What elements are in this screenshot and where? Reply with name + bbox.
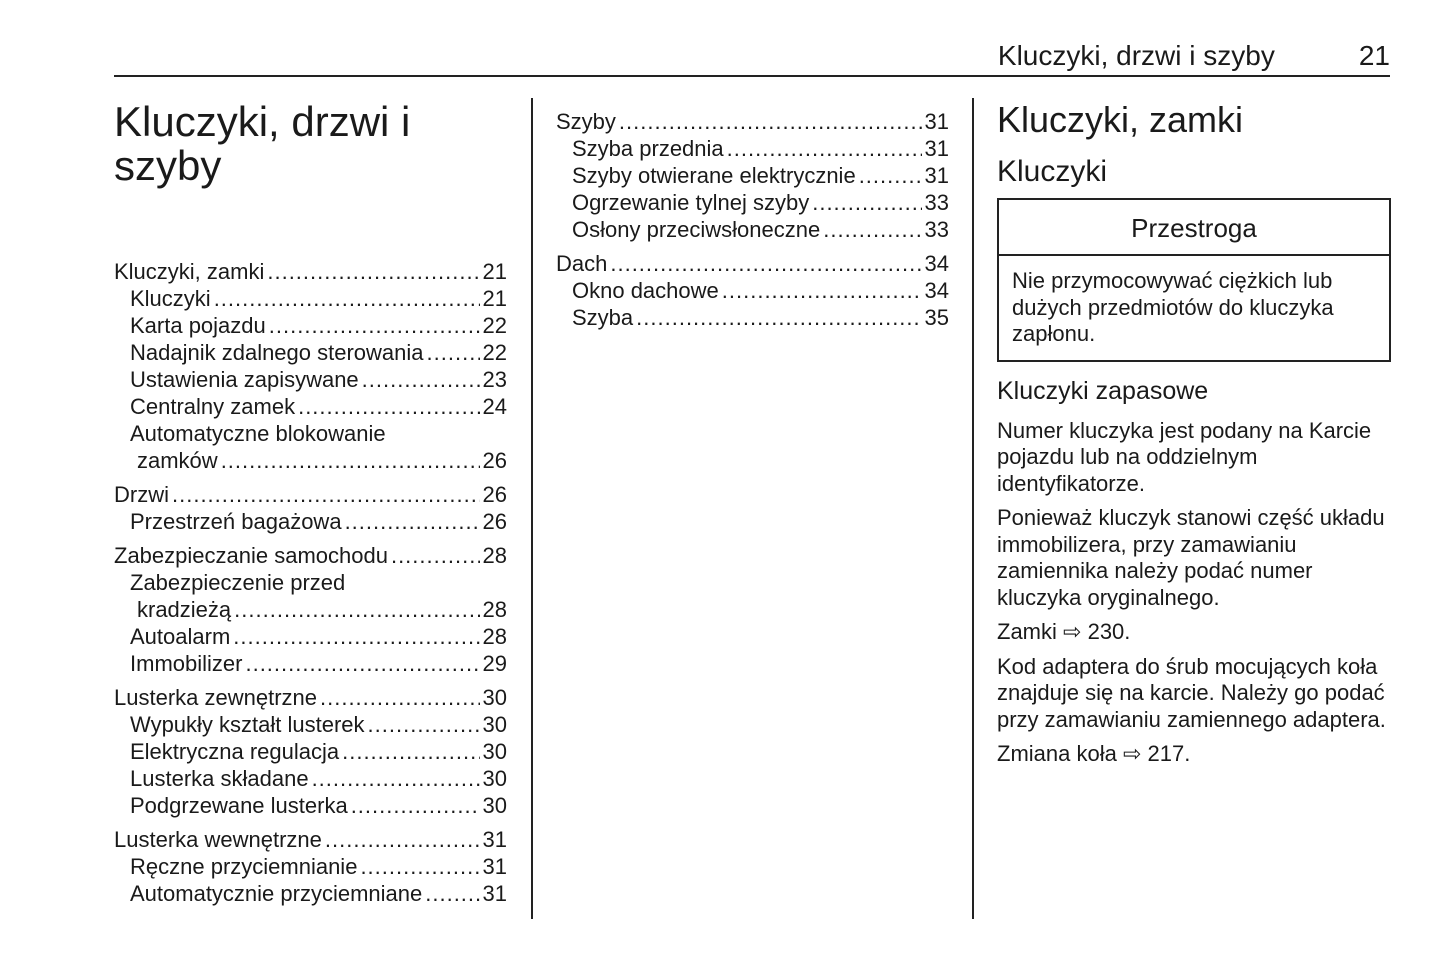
toc-entry-label: Autoalarm bbox=[130, 624, 231, 649]
toc-entry[interactable] bbox=[556, 162, 949, 189]
toc-entry-label: Szyba przednia bbox=[572, 136, 724, 161]
dot-leader bbox=[342, 738, 479, 765]
dot-leader bbox=[360, 853, 479, 880]
paragraph: Kod adaptera do śrub mocujących koła znajduje się na karcie. Należy go podać przy zamawianiu zamiennego adaptera. bbox=[997, 653, 1386, 732]
toc-entry-page: 28 bbox=[482, 597, 507, 622]
dot-leader bbox=[351, 792, 480, 819]
toc-entry-page: 30 bbox=[482, 793, 507, 818]
toc-entry-page: 21 bbox=[482, 259, 507, 284]
dot-leader bbox=[245, 650, 479, 677]
toc-entry-page: 31 bbox=[924, 163, 949, 188]
toc-entry[interactable] bbox=[114, 765, 507, 792]
toc-entry[interactable] bbox=[114, 393, 507, 420]
toc-entry-label: Zabezpieczanie samochodu bbox=[114, 543, 388, 568]
toc-entry-label: Okno dachowe bbox=[572, 278, 719, 303]
toc-entry-page: 26 bbox=[482, 448, 507, 473]
toc-entry-page: 23 bbox=[482, 367, 507, 392]
dot-leader bbox=[221, 447, 480, 474]
toc-entry-label: Kluczyki, zamki bbox=[114, 259, 265, 284]
toc-entry-label: Zabezpieczenie przed bbox=[130, 570, 346, 595]
dot-leader bbox=[325, 826, 480, 853]
toc-entry[interactable] bbox=[556, 216, 949, 243]
toc-entry-label: Lusterka składane bbox=[130, 766, 309, 791]
dot-leader bbox=[610, 250, 921, 277]
toc-entry-label: Wypukły kształt lusterek bbox=[130, 712, 365, 737]
toc-entry-page: 30 bbox=[482, 685, 507, 710]
toc-entry-label: Osłony przeciwsłoneczne bbox=[572, 217, 821, 242]
content-column bbox=[997, 98, 1391, 776]
toc-entry-label: Centralny zamek bbox=[130, 394, 296, 419]
warning-title: Przestroga bbox=[999, 200, 1389, 256]
dot-leader bbox=[727, 135, 922, 162]
toc-entry[interactable] bbox=[114, 447, 507, 474]
column-divider bbox=[531, 98, 533, 919]
dot-leader bbox=[619, 108, 922, 135]
dot-leader bbox=[214, 285, 480, 312]
toc-entry-page: 28 bbox=[482, 624, 507, 649]
header-rule bbox=[114, 75, 1390, 77]
toc-entry-page: 26 bbox=[482, 509, 507, 534]
toc-entry-label: Ogrzewanie tylnej szyby bbox=[572, 190, 810, 215]
toc-entry[interactable] bbox=[114, 481, 507, 508]
toc-entry[interactable] bbox=[114, 880, 507, 907]
dot-leader bbox=[391, 542, 480, 569]
toc-entry-page: 24 bbox=[482, 394, 507, 419]
toc-entry[interactable] bbox=[114, 623, 507, 650]
toc-entry-label: Immobilizer bbox=[130, 651, 243, 676]
toc-entry-page: 30 bbox=[482, 766, 507, 791]
dot-leader bbox=[812, 189, 921, 216]
toc-entry[interactable] bbox=[114, 853, 507, 880]
dot-leader bbox=[172, 481, 480, 508]
toc-entry-label: Podgrzewane lusterka bbox=[130, 793, 348, 818]
toc-entry[interactable] bbox=[114, 258, 507, 285]
toc-entry-label: Lusterka zewnętrzne bbox=[114, 685, 317, 710]
dot-leader bbox=[823, 216, 921, 243]
toc-entry-label: Dach bbox=[556, 251, 608, 276]
toc-entry[interactable] bbox=[114, 738, 507, 765]
spare-keys-heading: Kluczyki zapasowe bbox=[997, 376, 1209, 405]
toc-entry-page: 29 bbox=[482, 651, 507, 676]
toc-entry[interactable] bbox=[556, 189, 949, 216]
toc-entry-label: Karta pojazdu bbox=[130, 313, 266, 338]
toc-entry[interactable] bbox=[114, 542, 507, 569]
toc-entry[interactable] bbox=[556, 250, 949, 277]
dot-leader bbox=[427, 339, 480, 366]
cross-reference-wheel-change[interactable] bbox=[997, 741, 1391, 768]
toc-entry-page: 33 bbox=[924, 217, 949, 242]
section-heading: Kluczyki, zamki bbox=[997, 99, 1244, 140]
toc-entry-label: Szyby bbox=[556, 109, 616, 134]
toc-entry-page: 30 bbox=[482, 739, 507, 764]
toc-entry-page: 28 bbox=[482, 543, 507, 568]
toc-entry-page: 30 bbox=[482, 712, 507, 737]
warning-body: Nie przymocowywać ciężkich lub dużych przedmiotów do kluczyka zapłonu. bbox=[1012, 268, 1334, 346]
dot-leader bbox=[298, 393, 479, 420]
toc-entry-label: Nadajnik zdalnego sterowania bbox=[130, 340, 424, 365]
toc-entry-label: Szyba bbox=[572, 305, 634, 330]
toc-entry-page: 31 bbox=[482, 827, 507, 852]
toc-entry-label: Lusterka wewnętrzne bbox=[114, 827, 322, 852]
reference-text: Zmiana koła bbox=[997, 741, 1117, 766]
toc-entry-page: 31 bbox=[482, 854, 507, 879]
reference-page[interactable]: 230. bbox=[1087, 619, 1131, 644]
paragraph: Numer kluczyka jest podany na Karcie pojazdu lub na oddzielnym identyfikatorze. bbox=[997, 417, 1372, 496]
toc-entry[interactable] bbox=[114, 285, 507, 312]
dot-leader bbox=[425, 880, 479, 907]
toc-entry[interactable] bbox=[114, 711, 507, 738]
running-header bbox=[998, 40, 1390, 72]
toc-entry-page: 35 bbox=[924, 305, 949, 330]
toc-entry[interactable] bbox=[114, 569, 507, 596]
header-page-number: 21 bbox=[1358, 40, 1390, 71]
dot-leader bbox=[362, 366, 480, 393]
toc-entry-label: Szyby otwierane elektrycznie bbox=[572, 163, 856, 188]
dot-leader bbox=[345, 508, 480, 535]
header-section-title: Kluczyki, drzwi i szyby bbox=[997, 40, 1275, 71]
toc-entry-label: Elektryczna regulacja bbox=[130, 739, 340, 764]
reference-page[interactable]: 217. bbox=[1147, 741, 1191, 766]
dot-leader bbox=[722, 277, 922, 304]
dot-leader bbox=[267, 258, 479, 285]
toc-entry[interactable] bbox=[114, 420, 507, 447]
toc-entry-label: Drzwi bbox=[114, 482, 169, 507]
cross-reference-locks[interactable] bbox=[997, 619, 1391, 646]
subsection-heading: Kluczyki bbox=[997, 155, 1108, 188]
table-of-contents-middle bbox=[556, 108, 949, 331]
toc-entry-page: 22 bbox=[482, 313, 507, 338]
dot-leader bbox=[234, 596, 479, 623]
toc-entry[interactable] bbox=[114, 312, 507, 339]
toc-entry-page: 26 bbox=[482, 482, 507, 507]
toc-entry-label: Ustawienia zapisywane bbox=[130, 367, 359, 392]
toc-entry[interactable] bbox=[556, 277, 949, 304]
toc-entry-page: 22 bbox=[482, 340, 507, 365]
toc-entry[interactable] bbox=[114, 366, 507, 393]
toc-entry-label: Automatycznie przyciemniane bbox=[130, 881, 423, 906]
dot-leader bbox=[320, 684, 480, 711]
chapter-title: Kluczyki, drzwi i szyby bbox=[114, 98, 411, 189]
toc-entry-label: kradzieżą bbox=[137, 597, 232, 622]
toc-entry-page: 31 bbox=[924, 109, 949, 134]
toc-entry[interactable] bbox=[114, 508, 507, 535]
toc-entry-label: zamków bbox=[137, 448, 218, 473]
toc-entry[interactable] bbox=[114, 792, 507, 819]
toc-entry-label: Kluczyki bbox=[130, 286, 211, 311]
toc-entry[interactable] bbox=[114, 826, 507, 853]
dot-leader bbox=[859, 162, 922, 189]
dot-leader bbox=[368, 711, 480, 738]
table-of-contents-left bbox=[114, 258, 507, 907]
toc-entry[interactable] bbox=[114, 339, 507, 366]
toc-entry[interactable] bbox=[556, 108, 949, 135]
reference-text: Zamki bbox=[997, 619, 1057, 644]
toc-entry[interactable] bbox=[556, 135, 949, 162]
toc-entry[interactable] bbox=[556, 304, 949, 331]
toc-entry-page: 21 bbox=[482, 286, 507, 311]
warning-box bbox=[997, 198, 1391, 362]
toc-entry[interactable] bbox=[114, 596, 507, 623]
toc-entry-page: 31 bbox=[482, 881, 507, 906]
column-divider bbox=[972, 98, 974, 919]
toc-entry-page: 34 bbox=[924, 251, 949, 276]
toc-entry-label: Przestrzeń bagażowa bbox=[130, 509, 342, 534]
dot-leader bbox=[636, 304, 921, 331]
dot-leader bbox=[233, 623, 479, 650]
dot-leader bbox=[312, 765, 480, 792]
arrow-right-icon: ⇨ bbox=[1122, 741, 1142, 766]
dot-leader bbox=[269, 312, 480, 339]
paragraph: Ponieważ kluczyk stanowi część układu immobilizera, przy zamawianiu zamiennika należy podać numer kluczyka oryginalnego. bbox=[997, 505, 1385, 610]
toc-entry-page: 31 bbox=[924, 136, 949, 161]
toc-entry-page: 33 bbox=[924, 190, 949, 215]
arrow-right-icon: ⇨ bbox=[1063, 619, 1082, 644]
toc-entry[interactable] bbox=[114, 684, 507, 711]
toc-entry-label: Automatyczne blokowanie bbox=[130, 421, 386, 446]
toc-entry-label: Ręczne przyciemnianie bbox=[130, 854, 358, 879]
toc-entry-page: 34 bbox=[924, 278, 949, 303]
toc-entry[interactable] bbox=[114, 650, 507, 677]
